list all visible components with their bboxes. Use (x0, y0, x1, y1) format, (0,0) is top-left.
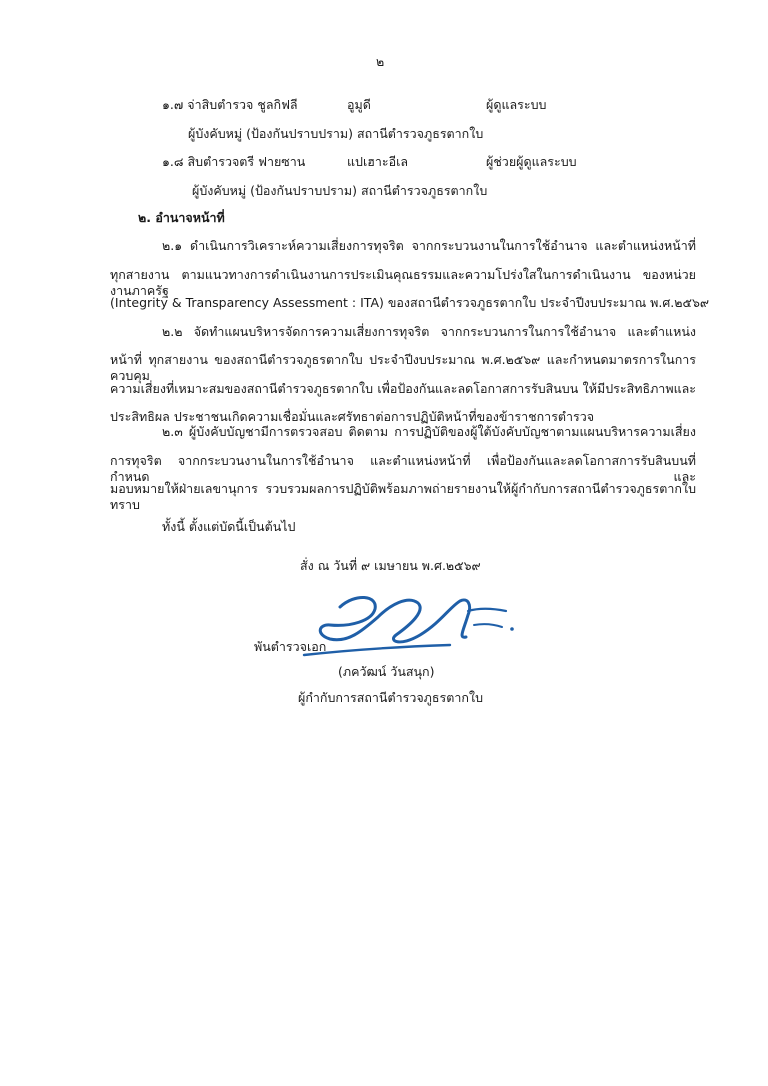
staff-2-surname: แปเฮาะอีเล (347, 154, 409, 169)
paragraph-2-2-line-1: ๒.๒ จัดทำแผนบริหารจัดการความเสี่ยงการทุจริต จากกระบวนการในการใช้อำนาจ และตำแหน่ง (162, 324, 696, 339)
paragraph-2-3-line-1: ๒.๓ ผู้บังคับบัญชามีการตรวจสอบ ติดตาม การปฏิบัติของผู้ใต้บังคับบัญชาตามแผนบริหารความเสี่ยง (162, 424, 696, 439)
order-date: สั่ง ณ วันที่ ๙ เมษายน พ.ศ.๒๕๖๙ (300, 558, 481, 573)
signature (300, 585, 530, 675)
paragraph-2-2-line-2: หน้าที่ ทุกสายงาน ของสถานีตำรวจภูธรตากใบ ประจำปีงบประมาณ พ.ศ.๒๕๖๙ และกำหนดมาตรการในการควบคุม (110, 352, 696, 383)
paragraph-2-1-line-2: ทุกสายงาน ตามแนวทางการดำเนินงานการประเมินคุณธรรมและความโปร่งใสในการดำเนินงาน ของหน่วยงานภาครัฐ (110, 267, 696, 298)
staff-2-role: ผู้ช่วยผู้ดูแลระบบ (486, 154, 577, 169)
paragraph-2-1-line-1: ๒.๑ ดำเนินการวิเคราะห์ความเสี่ยงการทุจริต จากกระบวนงานในการใช้อำนาจ และตำแหน่งหน้าที่ (162, 238, 696, 253)
paragraph-2-2-line-3: ความเสี่ยงที่เหมาะสมของสถานีตำรวจภูธรตากใบ เพื่อป้องกันและลดโอกาสการรับสินบน ให้มีประสิทธิภาพและ (110, 381, 696, 396)
signer-name: (ภควัฒน์ วันสนุก) (338, 664, 435, 679)
closing-text: ทั้งนี้ ตั้งแต่บัดนี้เป็นต้นไป (162, 519, 296, 534)
staff-2-rank-name: ๑.๘ สิบตำรวจตรี ฟายซาน (162, 154, 306, 169)
paragraph-2-3-line-3: มอบหมายให้ฝ่ายเลขานุการ รวบรวมผลการปฏิบัติพร้อมภาพถ่ายรายงานให้ผู้กำกับการสถานีตำรวจภูธรตากใบ ทราบ (110, 481, 696, 512)
staff-2-detail: ผู้บังคับหมู่ (ป้องกันปราบปราม) สถานีตำรวจภูธรตากใบ (192, 183, 488, 198)
section-heading: ๒. อำนาจหน้าที่ (138, 210, 225, 225)
paragraph-2-2-line-4: ประสิทธิผล ประชาชนเกิดความเชื่อมั่นและศรัทธาต่อการปฏิบัติหน้าที่ของข้าราชการตำรวจ (110, 409, 595, 424)
staff-1-detail: ผู้บังคับหมู่ (ป้องกันปราบปราม) สถานีตำรวจภูธรตากใบ (188, 126, 484, 141)
paragraph-2-3-line-2: การทุจริต จากกระบวนงานในการใช้อำนาจ และตำแหน่งหน้าที่ เพื่อป้องกันและลดโอกาสการรับสินบนที่กำหนด และ (110, 453, 696, 484)
staff-1-surname: อูมูดี (347, 97, 371, 112)
staff-1-role: ผู้ดูแลระบบ (486, 97, 547, 112)
page-number: ๒ (376, 54, 385, 69)
signer-rank: พันตำรวจเอก (254, 639, 327, 654)
paragraph-2-1-line-3: (Integrity & Transparency Assessment : ITA) ของสถานีตำรวจภูธรตากใบ ประจำปีงบประมาณ พ.ศ.๒๕๖๙ (110, 295, 710, 310)
staff-1-rank-name: ๑.๗ จ่าสิบตำรวจ ชูลกิฟลี (162, 97, 298, 112)
signer-position: ผู้กำกับการสถานีตำรวจภูธรตากใบ (298, 690, 483, 705)
